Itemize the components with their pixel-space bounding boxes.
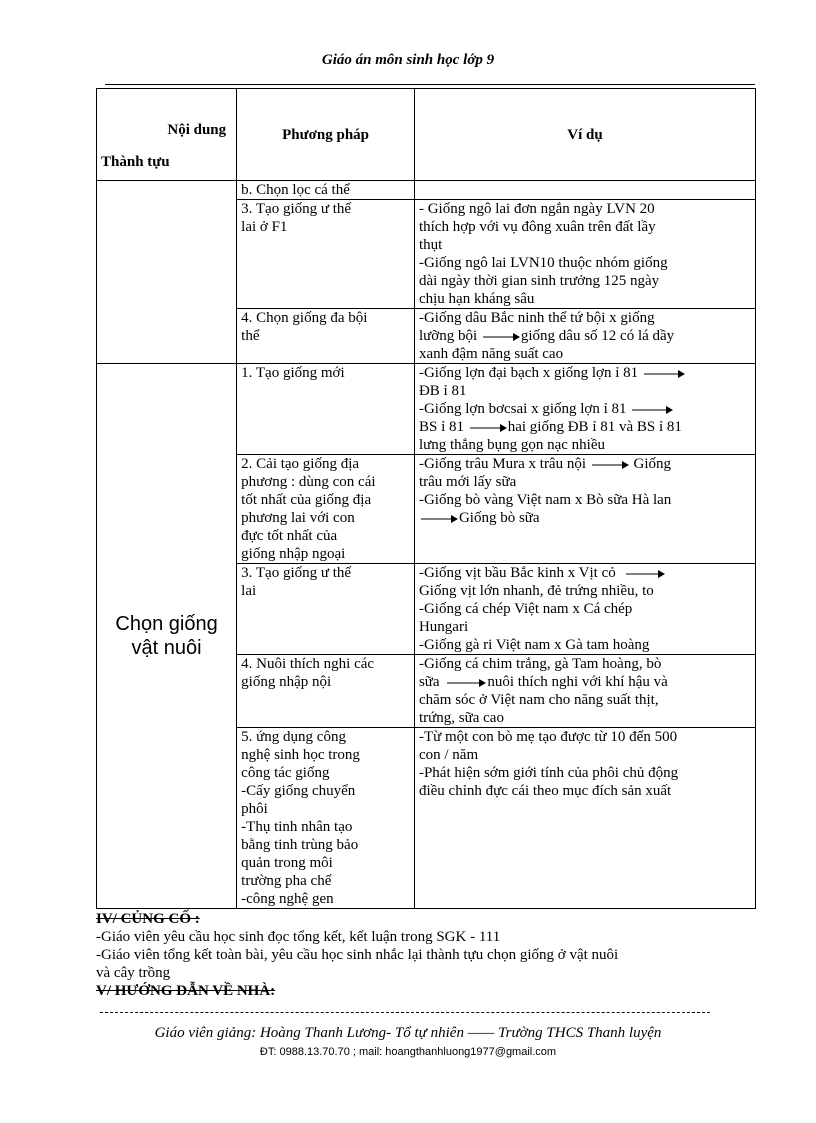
arrow-right-icon bbox=[419, 514, 459, 524]
method-cell: 4. Nuôi thích nghi các giống nhập nội bbox=[237, 655, 415, 728]
method-cell: 5. ứng dụng công nghệ sinh học trong công tác giống -Cấy giống chuyển phôi -Thụ tinh nhân tạo bằng tinh trùng bảo quản trong môi trường pha chế -công nghệ gen bbox=[237, 728, 415, 909]
arrow-right-icon bbox=[642, 369, 686, 379]
header-cell-method: Phương pháp bbox=[237, 89, 415, 181]
table-row bbox=[97, 364, 756, 455]
arrow-right-icon bbox=[468, 423, 508, 433]
example-cell: -Giống vịt bầu Bắc kinh x Vịt cỏ Giống vịt lớn nhanh, đẻ trứng nhiều, to -Giống cá chép Việt nam x Cá chép Hungari -Giống gà ri Việt nam x Gà tam hoàng bbox=[414, 564, 755, 655]
table-row bbox=[97, 181, 756, 200]
footer-contact: ĐT: 0988.13.70.70 ; mail: hoangthanhluong1977@gmail.com bbox=[259, 1046, 557, 1058]
example-cell: -Từ một con bò mẹ tạo được từ 10 đến 500 con / năm -Phát hiện sớm giới tính của phôi chủ động điều chỉnh đực cái theo mục đích sản xuất bbox=[414, 728, 755, 909]
category-cell-plant bbox=[97, 181, 237, 364]
example-cell: -Giống lợn đại bạch x giống lợn ỉ 81 ĐB ỉ 81 -Giống lợn bơcsai x giống lợn ỉ 81 BS ỉ 81 hai giống ĐB ỉ 81 và BS ỉ 81 lưng thẳng bụng gọn nạc nhiều bbox=[414, 364, 755, 455]
arrow-right-icon bbox=[590, 460, 630, 470]
arrow-right-icon bbox=[620, 569, 666, 579]
example-cell bbox=[414, 181, 755, 200]
after-table-section bbox=[96, 910, 776, 1000]
method-cell: 3. Tạo giống ư thế lai bbox=[237, 564, 415, 655]
danve-heading: V/ HƯỚNG DẪN VỀ NHÀ: bbox=[96, 983, 276, 999]
method-cell: b. Chọn lọc cá thể bbox=[237, 181, 415, 200]
method-cell: 3. Tạo giống ư thế lai ở F1 bbox=[237, 200, 415, 309]
arrow-right-icon bbox=[443, 678, 487, 688]
cungco-line-1: -Giáo viên yêu cầu học sinh đọc tổng kết, kết luận trong SGK - 111 bbox=[96, 929, 501, 945]
header-cell-category bbox=[97, 89, 237, 181]
content-table bbox=[96, 88, 756, 909]
header-cell-example: Ví dụ bbox=[414, 89, 755, 181]
header-thanhtuu: Thành tựu bbox=[101, 153, 170, 170]
method-cell: 1. Tạo giống mới bbox=[237, 364, 415, 455]
table-header-row bbox=[97, 89, 756, 181]
category-cell-animal: Chọn giống vật nuôi bbox=[97, 364, 237, 909]
example-cell: -Giống cá chim trắng, gà Tam hoàng, bò sữa nuôi thích nghi với khí hậu và chăm sóc ở Việt nam cho năng suất thịt, trứng, sữa cao bbox=[414, 655, 755, 728]
cungco-line-3: và cây trồng bbox=[96, 965, 171, 981]
example-cell: - Giống ngô lai đơn ngắn ngày LVN 20 thích hợp với vụ đông xuân trên đất lầy thụt -Giống ngô lai LVN10 thuộc nhóm giống dài ngày thời gian sinh trưởng 125 ngày chịu hạn kháng sâu bbox=[414, 200, 755, 309]
method-cell: 4. Chọn giống đa bội thể bbox=[237, 309, 415, 364]
arrow-right-icon bbox=[630, 405, 674, 415]
footer-divider bbox=[100, 1012, 710, 1013]
page-header-title: Giáo án môn sinh học lớp 9 bbox=[321, 52, 495, 68]
header-rule bbox=[105, 84, 755, 85]
cungco-heading: IV/ CỦNG CỐ : bbox=[96, 911, 200, 927]
header-noidung: Nội dung bbox=[167, 121, 227, 138]
arrow-right-icon bbox=[481, 332, 521, 342]
footer-author: Giáo viên giảng: Hoàng Thanh Lương- Tổ tự nhiên —— Trường THCS Thanh luyện bbox=[154, 1025, 662, 1041]
cungco-line-2: -Giáo viên tổng kết toàn bài, yêu cầu học sinh nhắc lại thành tựu chọn giống ở vật nuôi bbox=[96, 947, 619, 963]
method-cell: 2. Cải tạo giống địa phương : dùng con cái tốt nhất của giống địa phương lai với con đực tốt nhất của giống nhập ngoại bbox=[237, 455, 415, 564]
example-cell: -Giống trâu Mura x trâu nội Giống trâu mới lấy sữa -Giống bò vàng Việt nam x Bò sữa Hà lan Giống bò sữa bbox=[414, 455, 755, 564]
example-cell: -Giống dâu Bắc ninh thể tứ bội x giống lưỡng bội giống dâu số 12 có lá dầy xanh đậm năng suất cao bbox=[414, 309, 755, 364]
